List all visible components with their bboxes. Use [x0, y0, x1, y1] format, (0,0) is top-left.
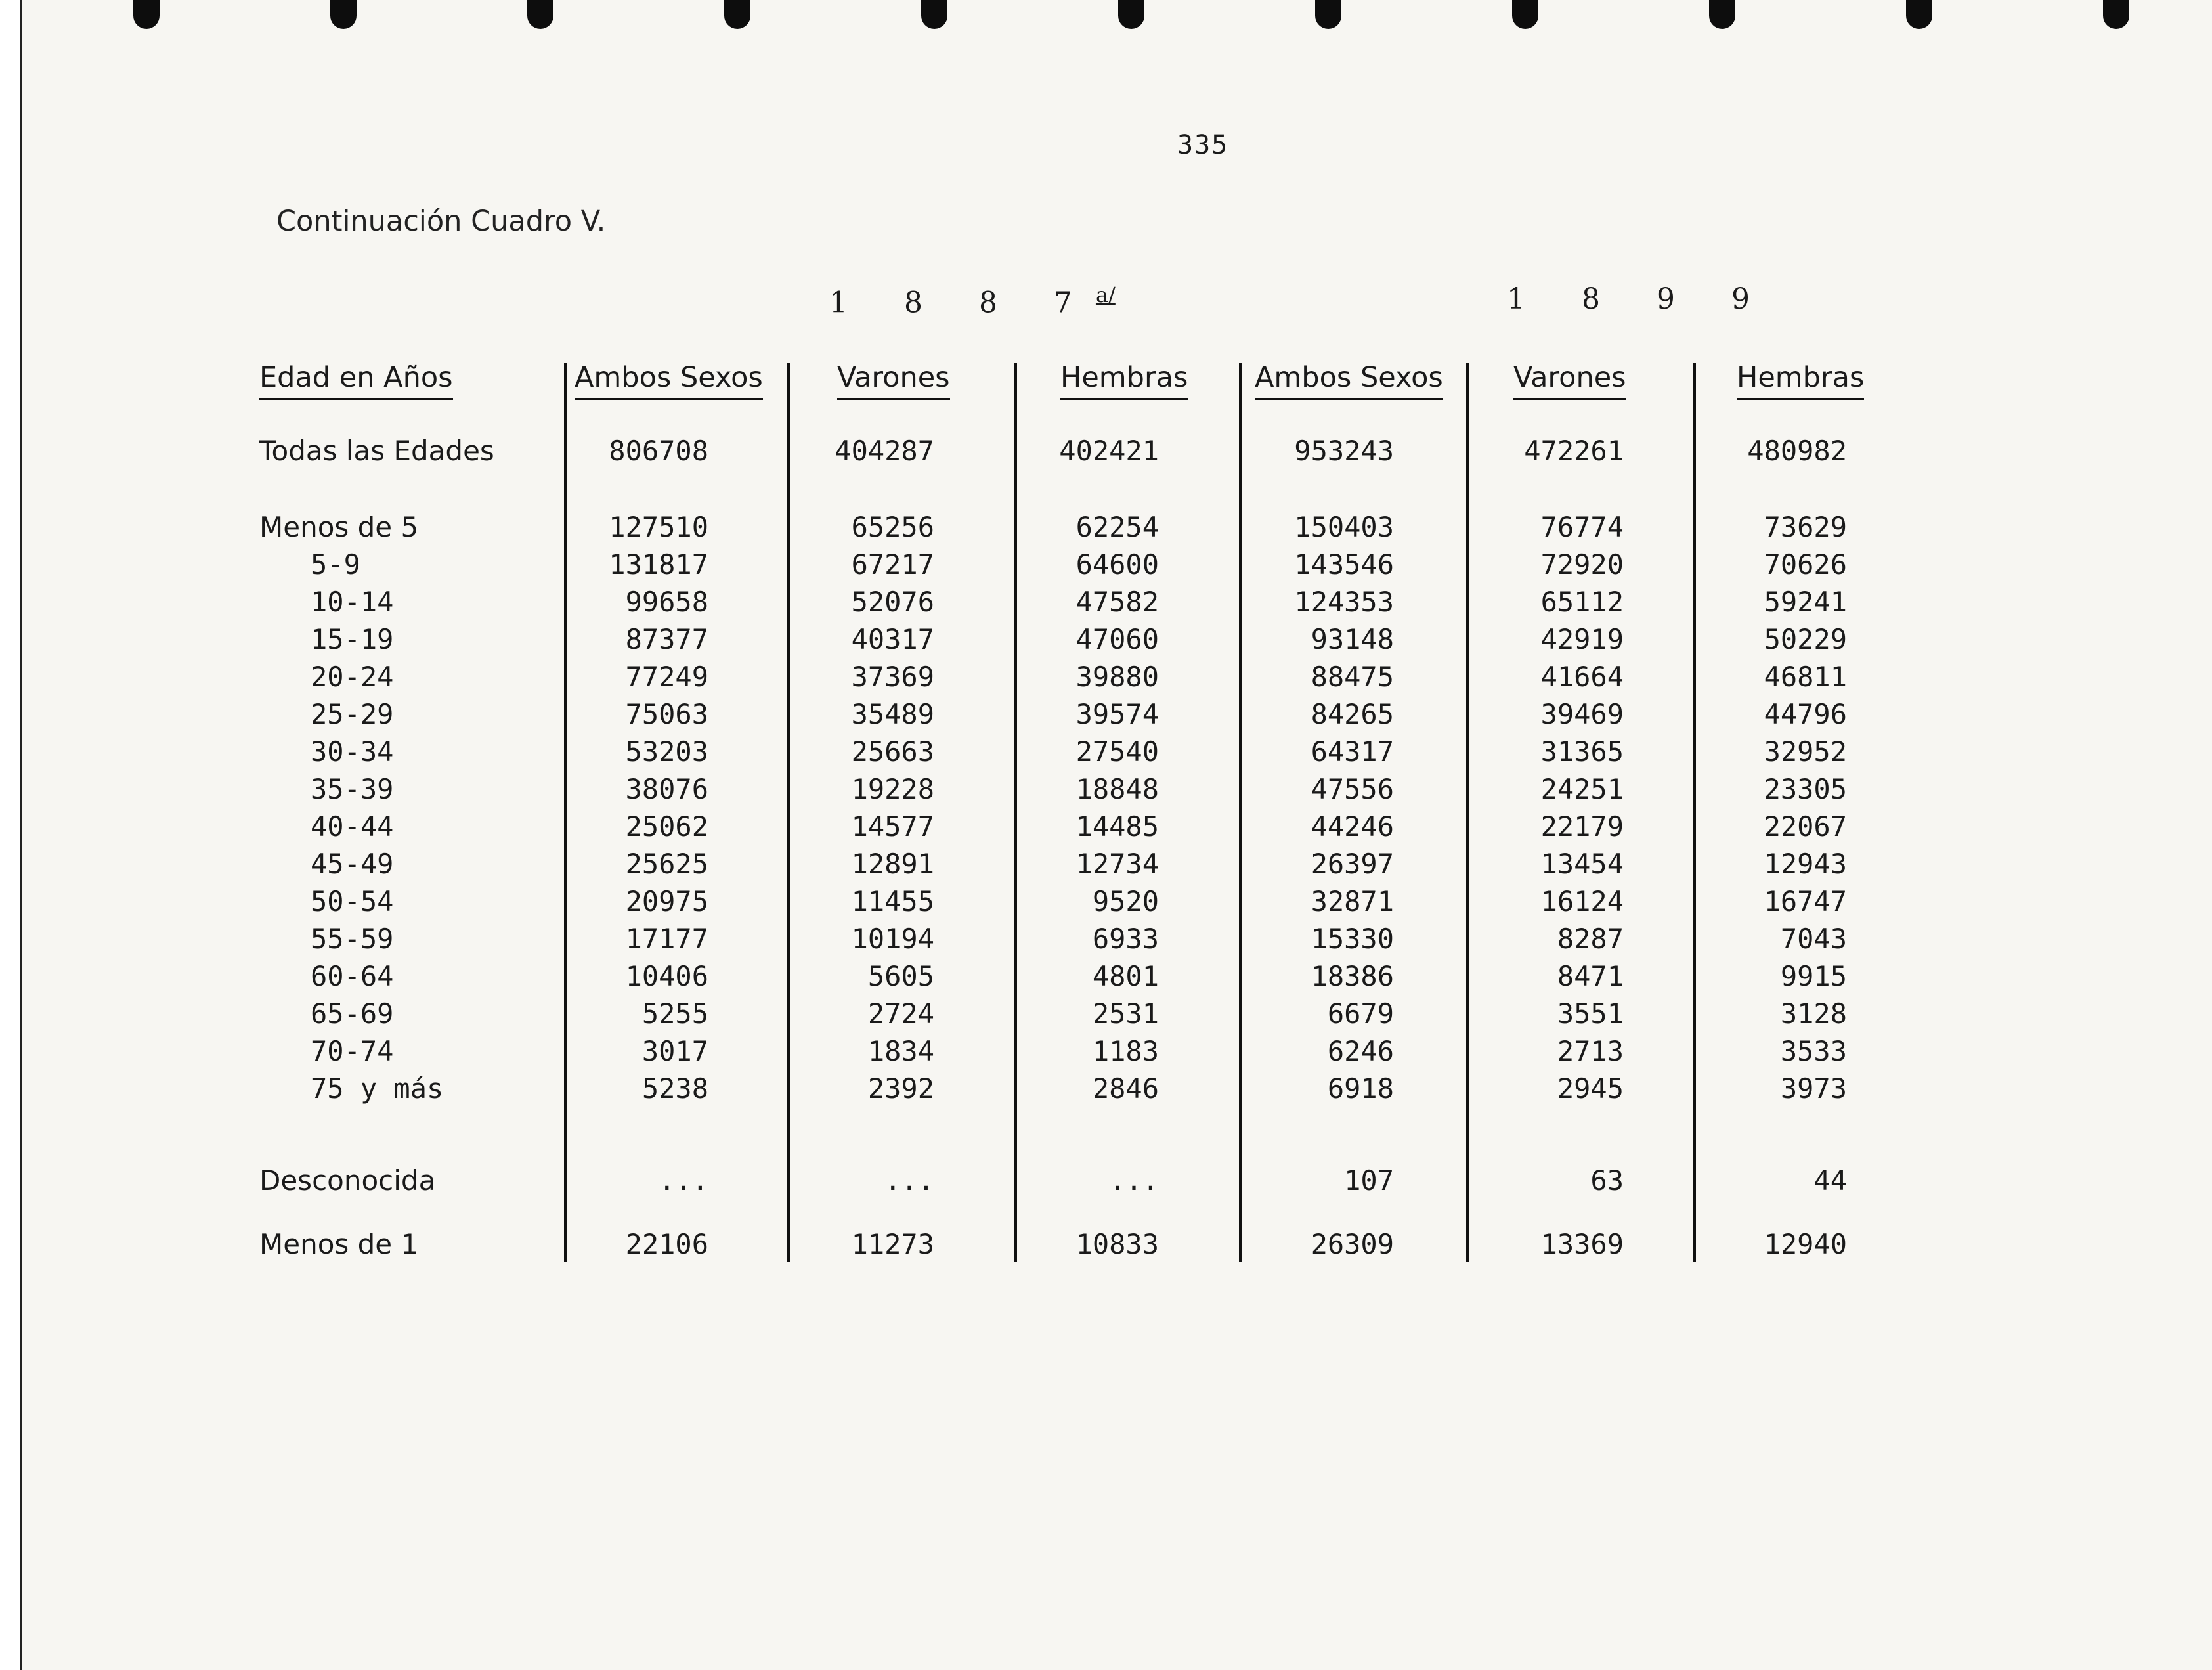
- table-cell: 52076: [851, 586, 934, 618]
- table-row: [22, 810, 2212, 847]
- table-cell: 23305: [1764, 773, 1847, 805]
- table-row: [22, 736, 2212, 772]
- table-cell: 2945: [1557, 1072, 1624, 1105]
- table-row: [22, 586, 2212, 623]
- age-label: 75 y más: [311, 1072, 444, 1105]
- table-cell: 14485: [1075, 810, 1159, 843]
- age-label: 5-9: [311, 548, 360, 581]
- age-label: 30-34: [311, 736, 394, 768]
- table-cell: 402421: [1059, 435, 1159, 467]
- table-cell: 50229: [1764, 623, 1847, 655]
- table-cell: 16747: [1764, 885, 1847, 917]
- table-cell: ...: [1109, 1164, 1159, 1197]
- table-cell: 953243: [1294, 435, 1394, 467]
- table-cell: 25625: [625, 848, 708, 880]
- table-cell: 6933: [1092, 923, 1159, 955]
- table-cell: 3128: [1780, 998, 1847, 1030]
- table-cell: 2531: [1092, 998, 1159, 1030]
- table-cell: 53203: [625, 736, 708, 768]
- year-group-1887: [829, 282, 1116, 320]
- punch-hole: [1315, 0, 1341, 29]
- table-cell: 19228: [851, 773, 934, 805]
- table-cell: 806708: [609, 435, 708, 467]
- table-cell: 13454: [1540, 848, 1624, 880]
- table-cell: 47060: [1075, 623, 1159, 655]
- punch-hole: [527, 0, 553, 29]
- table-row: [22, 548, 2212, 585]
- age-label: Menos de 5: [259, 511, 419, 543]
- age-label: 35-39: [311, 773, 394, 805]
- table-cell: 38076: [625, 773, 708, 805]
- year-label: 1 8 9 9: [1507, 282, 1773, 316]
- table-cell: 11273: [851, 1228, 934, 1260]
- age-label: 40-44: [311, 810, 394, 843]
- year-group-1899: [1507, 282, 1773, 316]
- table-row: [22, 623, 2212, 660]
- table-cell: 99658: [625, 586, 708, 618]
- table-cell: 75063: [625, 698, 708, 730]
- table-cell: 22067: [1764, 810, 1847, 843]
- table-cell: 32952: [1764, 736, 1847, 768]
- table-row: [22, 435, 2212, 472]
- footnote-marker: a/: [1095, 282, 1116, 307]
- table-cell: 2724: [867, 998, 934, 1030]
- header-age: Edad en Años: [259, 361, 453, 400]
- table-cell: 5605: [867, 960, 934, 992]
- table-cell: 1183: [1092, 1035, 1159, 1067]
- age-label: Desconocida: [259, 1164, 436, 1197]
- table-cell: 7043: [1780, 923, 1847, 955]
- table-cell: 11455: [851, 885, 934, 917]
- table-cell: 37369: [851, 661, 934, 693]
- table-cell: 404287: [835, 435, 934, 467]
- table-row: [22, 1164, 2212, 1201]
- table-cell: 8287: [1557, 923, 1624, 955]
- table-cell: 47556: [1311, 773, 1394, 805]
- table-cell: 35489: [851, 698, 934, 730]
- table-cell: 65112: [1540, 586, 1624, 618]
- age-label: 10-14: [311, 586, 394, 618]
- table-cell: 107: [1344, 1164, 1394, 1197]
- table-cell: 26397: [1311, 848, 1394, 880]
- table-cell: 150403: [1294, 511, 1394, 543]
- table-cell: 5238: [641, 1072, 708, 1105]
- table-cell: 472261: [1524, 435, 1624, 467]
- table-cell: 40317: [851, 623, 934, 655]
- table-cell: 2846: [1092, 1072, 1159, 1105]
- punch-hole: [1512, 0, 1538, 29]
- punch-hole: [1906, 0, 1932, 29]
- table-cell: 8471: [1557, 960, 1624, 992]
- table-cell: ...: [659, 1164, 708, 1197]
- table-cell: 18848: [1075, 773, 1159, 805]
- header-hembras-1887: Hembras: [1060, 361, 1188, 400]
- table-cell: 131817: [609, 548, 708, 581]
- table-cell: 9915: [1780, 960, 1847, 992]
- table-cell: 9520: [1092, 885, 1159, 917]
- age-label: 65-69: [311, 998, 394, 1030]
- table-cell: 127510: [609, 511, 708, 543]
- page-number: 335: [1177, 130, 1229, 160]
- table-cell: 2713: [1557, 1035, 1624, 1067]
- table-cell: 27540: [1075, 736, 1159, 768]
- table-cell: 25062: [625, 810, 708, 843]
- table-row: [22, 923, 2212, 959]
- table-cell: 65256: [851, 511, 934, 543]
- table-cell: 31365: [1540, 736, 1624, 768]
- age-label: 25-29: [311, 698, 394, 730]
- header-ambos-1899: Ambos Sexos: [1255, 361, 1443, 400]
- table-cell: 10406: [625, 960, 708, 992]
- age-label: 55-59: [311, 923, 394, 955]
- table-cell: 16124: [1540, 885, 1624, 917]
- table-cell: 6918: [1327, 1072, 1394, 1105]
- table-row: [22, 848, 2212, 885]
- table-cell: 18386: [1311, 960, 1394, 992]
- table-cell: 47582: [1075, 586, 1159, 618]
- table-cell: 63: [1590, 1164, 1624, 1197]
- table-row: [22, 1035, 2212, 1072]
- table-cell: 22106: [625, 1228, 708, 1260]
- table-cell: 20975: [625, 885, 708, 917]
- table-cell: 3973: [1780, 1072, 1847, 1105]
- age-label: 70-74: [311, 1035, 394, 1067]
- age-label: 60-64: [311, 960, 394, 992]
- age-label: 15-19: [311, 623, 394, 655]
- table-row: [22, 661, 2212, 697]
- table-cell: 3017: [641, 1035, 708, 1067]
- table-cell: 12891: [851, 848, 934, 880]
- table-cell: 14577: [851, 810, 934, 843]
- table-cell: 44246: [1311, 810, 1394, 843]
- table-cell: 6679: [1327, 998, 1394, 1030]
- table-cell: 62254: [1075, 511, 1159, 543]
- table-cell: 44: [1813, 1164, 1847, 1197]
- punch-hole: [724, 0, 750, 29]
- table-cell: 84265: [1311, 698, 1394, 730]
- table-cell: 13369: [1540, 1228, 1624, 1260]
- table-cell: 67217: [851, 548, 934, 581]
- punch-hole: [133, 0, 160, 29]
- table-cell: 12943: [1764, 848, 1847, 880]
- table-cell: 44796: [1764, 698, 1847, 730]
- table-cell: 26309: [1311, 1228, 1394, 1260]
- table-cell: 64317: [1311, 736, 1394, 768]
- table-row: [22, 1228, 2212, 1265]
- table-row: [22, 511, 2212, 548]
- table-cell: 12940: [1764, 1228, 1847, 1260]
- header-varones-1887: Varones: [837, 361, 950, 400]
- table-row: [22, 773, 2212, 810]
- table-cell: 22179: [1540, 810, 1624, 843]
- age-label: Todas las Edades: [259, 435, 494, 467]
- table-cell: ...: [884, 1164, 934, 1197]
- table-row: [22, 960, 2212, 997]
- table-cell: 3551: [1557, 998, 1624, 1030]
- table-cell: 10833: [1075, 1228, 1159, 1260]
- document-page: [20, 0, 2212, 1670]
- table-row: [22, 998, 2212, 1034]
- table-cell: 5255: [641, 998, 708, 1030]
- header-varones-1899: Varones: [1513, 361, 1626, 400]
- table-cell: 15330: [1311, 923, 1394, 955]
- table-cell: 59241: [1764, 586, 1847, 618]
- table-row: [22, 698, 2212, 735]
- age-label: Menos de 1: [259, 1228, 419, 1260]
- table-cell: 12734: [1075, 848, 1159, 880]
- age-label: 45-49: [311, 848, 394, 880]
- table-cell: 64600: [1075, 548, 1159, 581]
- table-cell: 42919: [1540, 623, 1624, 655]
- table-cell: 87377: [625, 623, 708, 655]
- table-row: [22, 885, 2212, 922]
- table-cell: 2392: [867, 1072, 934, 1105]
- table-cell: 1834: [867, 1035, 934, 1067]
- table-caption: Continuación Cuadro V.: [276, 205, 606, 238]
- table-cell: 25663: [851, 736, 934, 768]
- age-label: 50-54: [311, 885, 394, 917]
- table-cell: 72920: [1540, 548, 1624, 581]
- table-cell: 32871: [1311, 885, 1394, 917]
- table-cell: 39574: [1075, 698, 1159, 730]
- table-cell: 17177: [625, 923, 708, 955]
- table-cell: 124353: [1294, 586, 1394, 618]
- punch-hole: [1118, 0, 1144, 29]
- table-cell: 93148: [1311, 623, 1394, 655]
- table-cell: 6246: [1327, 1035, 1394, 1067]
- table-cell: 480982: [1747, 435, 1847, 467]
- table-cell: 73629: [1764, 511, 1847, 543]
- table-cell: 39469: [1540, 698, 1624, 730]
- table-cell: 143546: [1294, 548, 1394, 581]
- punch-hole: [330, 0, 357, 29]
- table-cell: 24251: [1540, 773, 1624, 805]
- table-cell: 76774: [1540, 511, 1624, 543]
- punch-hole: [921, 0, 947, 29]
- punch-hole: [2103, 0, 2129, 29]
- table-cell: 39880: [1075, 661, 1159, 693]
- table-cell: 10194: [851, 923, 934, 955]
- header-ambos-1887: Ambos Sexos: [575, 361, 763, 400]
- year-label: 1 8 8 7: [829, 286, 1096, 320]
- table-cell: 41664: [1540, 661, 1624, 693]
- table-cell: 4801: [1092, 960, 1159, 992]
- punch-hole: [1709, 0, 1735, 29]
- table-cell: 46811: [1764, 661, 1847, 693]
- table-row: [22, 1072, 2212, 1109]
- table-cell: 88475: [1311, 661, 1394, 693]
- age-label: 20-24: [311, 661, 394, 693]
- table-cell: 77249: [625, 661, 708, 693]
- table-cell: 70626: [1764, 548, 1847, 581]
- table-cell: 3533: [1780, 1035, 1847, 1067]
- header-hembras-1899: Hembras: [1737, 361, 1864, 400]
